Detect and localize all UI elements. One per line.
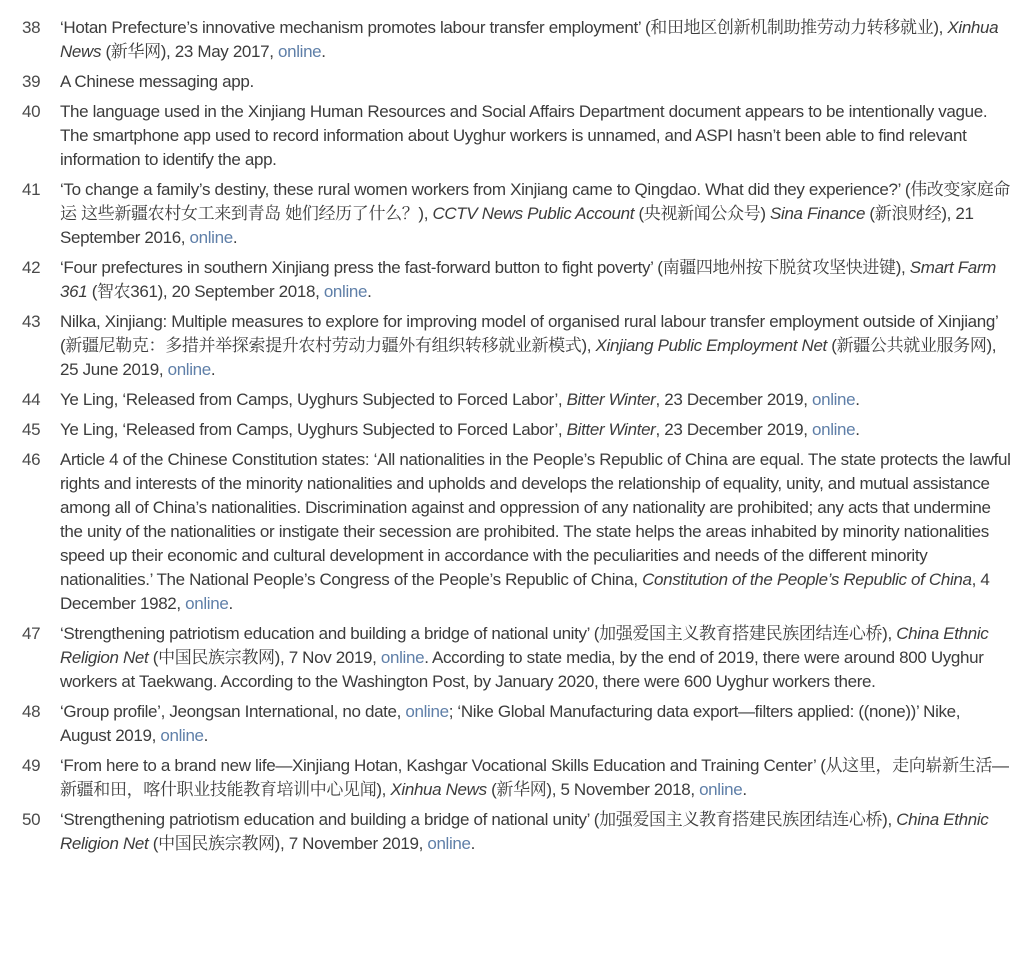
citation-text: . — [203, 726, 209, 745]
citation-text: Ye Ling, ‘Released from Camps, Uyghurs Subjected to Forced Labor’, — [60, 420, 567, 439]
footnote-50 — [22, 808, 1012, 856]
footnote-text — [60, 448, 1012, 616]
footnote-number: 44 — [22, 390, 41, 409]
citation-text: (新疆公共就业服务网), 25 June 2019, — [60, 336, 997, 379]
citation-text: (新华网), 5 November 2018, — [486, 780, 700, 799]
footnote-number: 45 — [22, 420, 41, 439]
citation-text: A Chinese messaging app. — [60, 72, 254, 91]
online-link[interactable]: online — [699, 780, 743, 799]
footnote-text — [60, 418, 1012, 442]
online-link[interactable]: online — [811, 390, 856, 409]
citation-text: ‘Four prefectures in southern Xinjiang press the fast-forward button to fight poverty’ (南疆四地州按下脱贫攻坚快进键), — [60, 258, 910, 277]
citation-text: (中国民族宗教网), 7 Nov 2019, — [148, 648, 381, 667]
source-title: China Ethnic Religion Net — [60, 624, 989, 667]
online-link[interactable]: online — [189, 228, 233, 247]
citation-text: Article 4 of the Chinese Constitution states: ‘All nationalities in the People’s Republic of China are equal. The state protects the lawful rights and interests of the minority nationalities and upholds and develops the relationship of equality, unity, and mutual assistance among all of China’s nationalities. Discrimination against and oppression of any nationality are prohibited; any acts that undermine the unity of the nationalities or instigate their secession are prohibited. The state helps the areas inhabited by minority nationalities speed up their economic and cultural development in accordance with the peculiarities and needs of the different minority nationalities.’ The National People’s Congress of the People’s Republic of China, — [60, 450, 1011, 589]
citation-text: ‘Hotan Prefecture’s innovative mechanism promotes labour transfer employment’ (和田地区创新机制助推劳动力转移就业), — [60, 18, 948, 37]
footnote-number: 38 — [22, 18, 41, 37]
footnote-38 — [22, 16, 1012, 64]
citation-text: (新华网), 23 May 2017, — [101, 42, 278, 61]
footnote-text — [60, 700, 1012, 748]
footnote-49 — [22, 754, 1012, 802]
online-link[interactable]: online — [160, 726, 204, 745]
citation-text: ‘Strengthening patriotism education and building a bridge of national unity’ (加强爱国主义教育搭建民族团结连心桥), — [60, 810, 897, 829]
footnote-text — [60, 256, 1012, 304]
footnote-number: 48 — [22, 702, 41, 721]
footnote-text — [60, 178, 1012, 250]
footnote-number: 39 — [22, 72, 41, 91]
footnote-44 — [22, 388, 1012, 412]
footnote-list — [22, 16, 1012, 856]
footnote-47 — [22, 622, 1012, 694]
online-link[interactable]: online — [380, 648, 425, 667]
source-title: Xinhua News — [60, 18, 999, 61]
citation-text: Nilka, Xinjiang: Multiple measures to explore for improving model of organised rural labour transfer employment outside of Xinjiang’ (新疆尼勒克：多措并举探索提升农村劳动力疆外有组织转移就业新模式), — [60, 312, 998, 355]
footnote-45 — [22, 418, 1012, 442]
footnote-text — [60, 808, 1012, 856]
citation-text: . — [210, 360, 216, 379]
online-link[interactable]: online — [323, 282, 368, 301]
footnote-number: 47 — [22, 624, 41, 643]
footnote-41 — [22, 178, 1012, 250]
online-link[interactable]: online — [427, 834, 471, 853]
citation-text: . — [321, 42, 326, 61]
citation-text: ‘Group profile’, Jeongsan International, no date, — [60, 702, 406, 721]
footnote-number: 46 — [22, 450, 41, 469]
online-link[interactable]: online — [811, 420, 856, 439]
citation-text: . — [470, 834, 475, 853]
source-title: Bitter Winter — [566, 390, 656, 409]
citation-text: . — [367, 282, 372, 301]
footnote-text — [60, 388, 1012, 412]
footnote-40 — [22, 100, 1012, 172]
online-link[interactable]: online — [167, 360, 211, 379]
source-title: Smart Farm 361 — [60, 258, 996, 301]
footnote-text — [60, 310, 1012, 382]
citation-text: (智农361), 20 September 2018, — [87, 282, 324, 301]
citation-text: . — [228, 594, 233, 613]
source-title: China Ethnic Religion Net — [60, 810, 989, 853]
source-title: Sina Finance — [770, 204, 866, 223]
online-link[interactable]: online — [405, 702, 449, 721]
citation-text: (中国民族宗教网), 7 November 2019, — [148, 834, 428, 853]
online-link[interactable]: online — [278, 42, 322, 61]
footnote-43 — [22, 310, 1012, 382]
footnote-text — [60, 70, 1012, 94]
source-title: Constitution of the People’s Republic of China — [642, 570, 972, 589]
source-title: Xinjiang Public Employment Net — [595, 336, 827, 355]
footnote-39 — [22, 70, 1012, 94]
citation-text: (央视新闻公众号) — [634, 204, 771, 223]
citation-text: . — [742, 780, 747, 799]
citation-text: , 23 December 2019, — [655, 420, 812, 439]
footnote-text — [60, 622, 1012, 694]
footnote-text — [60, 100, 1012, 172]
source-title: Bitter Winter — [566, 420, 656, 439]
online-link[interactable]: online — [185, 594, 229, 613]
citation-text: . — [232, 228, 238, 247]
footnote-42 — [22, 256, 1012, 304]
citation-text: The language used in the Xinjiang Human Resources and Social Affairs Department document appears to be intentionally vague. The smartphone app used to record information about Uyghur workers is unnamed, and ASPI hasn’t been able to find relevant information to identify the app. — [60, 102, 988, 169]
footnote-text — [60, 754, 1012, 802]
footnote-48 — [22, 700, 1012, 748]
citation-text: . — [855, 420, 860, 439]
citation-text: . — [855, 390, 860, 409]
footnote-number: 50 — [22, 810, 41, 829]
footnote-number: 40 — [22, 102, 41, 121]
citation-text: , 4 December 1982, — [60, 570, 990, 613]
footnote-46 — [22, 448, 1012, 616]
citation-text: (新浪财经), 21 September 2016, — [60, 204, 974, 247]
source-title: CCTV News Public Account — [432, 204, 635, 223]
citation-text: ‘Strengthening patriotism education and building a bridge of national unity’ (加强爱国主义教育搭建民族团结连心桥), — [60, 624, 897, 643]
footnote-number: 49 — [22, 756, 41, 775]
citation-text: . According to state media, by the end of 2019, there were around 800 Uyghur workers at Taekwang. According to the Washington Post, by January 2020, there were 600 Uyghur workers there. — [60, 648, 984, 691]
footnote-number: 41 — [22, 180, 41, 199]
citation-text: ‘To change a family’s destiny, these rural women workers from Xinjiang came to Qingdao. What did they experience?’ (伟改变家庭命运 这些新疆农村女工来到青岛 她们经历了什么？), — [60, 180, 1011, 223]
citation-text: ; ‘Nike Global Manufacturing data export—filters applied: ((none))’ Nike, August 2019, — [60, 702, 961, 745]
citation-text: Ye Ling, ‘Released from Camps, Uyghurs Subjected to Forced Labor’, — [60, 390, 567, 409]
source-title: Xinhua News — [390, 780, 487, 799]
citation-text: ‘From here to a brand new life—Xinjiang Hotan, Kashgar Vocational Skills Education and Training Center’ (从这里，走向崭新生活—新疆和田，喀什职业技能教育培训中心见闻), — [60, 756, 1009, 799]
footnote-number: 42 — [22, 258, 41, 277]
footnote-text — [60, 16, 1012, 64]
footnote-number: 43 — [22, 312, 41, 331]
citation-text: , 23 December 2019, — [655, 390, 812, 409]
